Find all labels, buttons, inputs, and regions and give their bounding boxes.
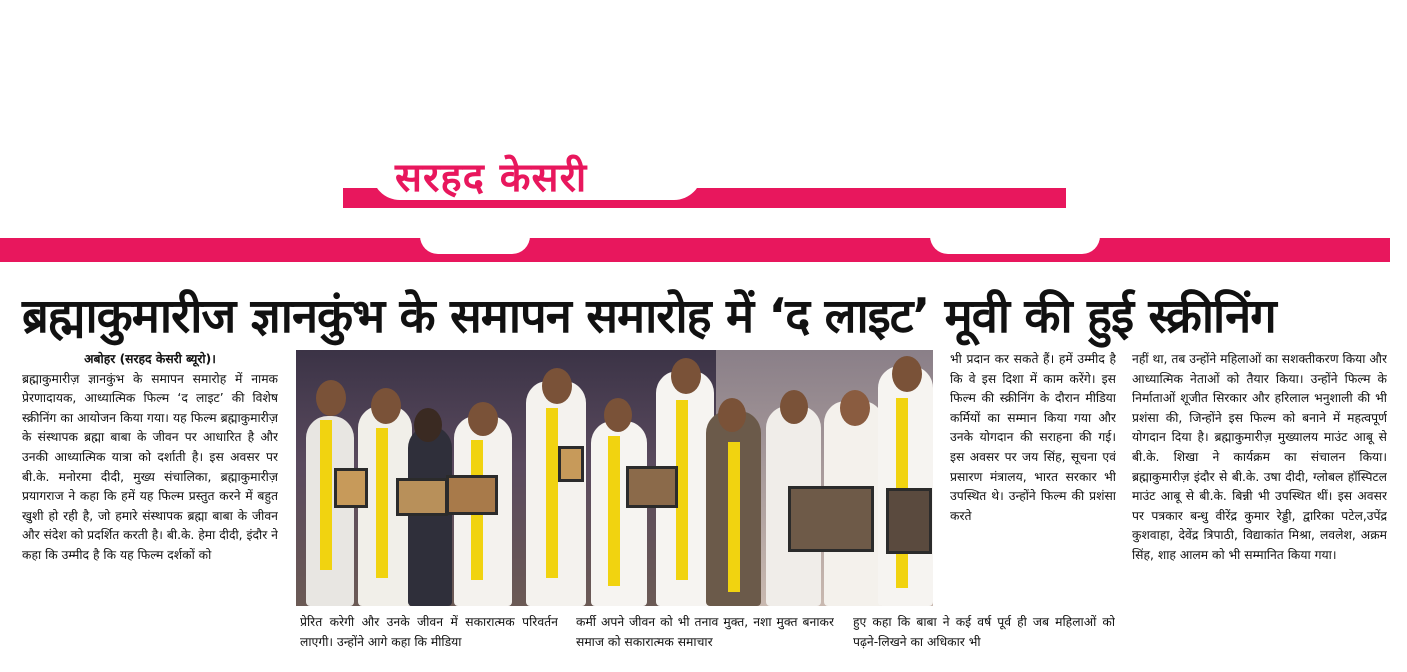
article-column-3: भी प्रदान कर सकते हैं। हमें उम्मीद है कि वे इस दिशा में काम करेंगे। इस फिल्म की स्क्रीनिंग के दौरान मीडिया कर्मियों का सम्मान किया गया और उनके योगदान की सराहना की गई। इस अवसर पर जय सिंह, सूचना एवं प्रसारण मंत्रालय, भारत सरकार भी उपस्थित थे। उन्होंने फिल्म की प्रशंसा करते (950, 352, 1116, 523)
photo-scarf (608, 436, 620, 586)
event-photo (296, 350, 933, 606)
below-column-3-text: हुए कहा कि बाबा ने कई वर्ष पूर्व ही जब महिलाओं को पढ़ने-लिखने का अधिकार भी (853, 615, 1115, 649)
article-headline: ब्रह्माकुमारीज ज्ञानकुंभ के समापन समारोह में ‘द लाइट’ मूवी की हुई स्क्रीनिंग (22, 289, 1276, 344)
photo-person-head (840, 390, 870, 426)
below-photo-text-b: कर्मी अपने जीवन को भी तनाव मुक्त, नशा मुक्त बनाकर समाज को सकारात्मक समाचार (576, 615, 834, 649)
photo-person-head (780, 390, 808, 424)
column-1-text: ब्रह्माकुमारीज़ ज्ञानकुंभ के समापन समारोह में नामक प्रेरणादायक, आध्यात्मिक फिल्म ‘द लाइट’ की विशेष स्क्रीनिंग का आयोजन किया गया। यह फिल्म ब्रह्माकुमारीज़ के संस्थापक ब्रह्मा बाबा के जीवन पर आधारित है और उनकी आध्यात्मिक यात्रा को दर्शाती है। इस अवसर पर बी.के. मनोरमा दीदी, मुख्य संचालिका, ब्रह्माकुमारीज़ प्रयागराज ने कहा कि हमें यह फिल्म प्रस्तुत करने में बहुत खुशी हो रही है, जो हमारे संस्थापक ब्रह्मा बाबा के जीवन और संदेश को प्रदर्शित करती है। बी.के. हेमा दीदी, इंदौर ने कहा कि उम्मीद है कि यह फिल्म दर्शकों को (22, 371, 278, 562)
photo-person-head (671, 358, 701, 394)
photo-person-head (468, 402, 498, 436)
photo-person-head (414, 408, 442, 442)
photo-person-head (604, 398, 632, 432)
photo-memento (788, 486, 874, 552)
below-photo-text-a: प्रेरित करेगी और उनके जीवन में सकारात्मक परिवर्तन लाएगी। उन्होंने आगे कहा कि मीडिया (300, 615, 558, 649)
photo-memento (334, 468, 368, 508)
header-band (0, 238, 1390, 262)
photo-scarf (320, 420, 332, 570)
photo-memento (446, 475, 498, 515)
photo-person-head (892, 356, 922, 392)
photo-memento (626, 466, 678, 508)
photo-person-head (542, 368, 572, 404)
article-column-4: नहीं था, तब उन्होंने महिलाओं का सशक्तीकरण किया और आध्यात्मिक नेताओं को तैयार किया। उन्होंने फिल्म के निर्माताओं शूजीत सिरकार और हरिलाल भनुशाली की भी प्रशंसा की, जिन्होंने इस फिल्म को बनाने में महत्वपूर्ण योगदान दिया है। ब्रह्माकुमारीज़ मुख्यालय माउंट आबू से बी.के. शिखा ने कार्यक्रम का संचालन किया। ब्रह्माकुमारीज़ इंदौर से बी.के. उषा दीदी, ग्लोबल हॉस्पिटल माउंट आबू से बी.के. बिन्नी भी उपस्थित थीं। इस अवसर पर पत्रकार बन्धु वीरेंद्र कुमार रेड्डी, द्वारिका पटेल,उपेंद्र कुशवाहा, देवेंद्र त्रिपाठी, विद्याकांत मिश्रा, लवलेश, अक्रम सिंह, शाह आलम को भी सम्मानित किया गया। (1132, 352, 1387, 562)
dateline: अबोहर (सरहद केसरी ब्यूरो)। (84, 352, 216, 366)
article-column-1 (22, 350, 278, 668)
photo-memento (558, 446, 584, 482)
photo-person-head (316, 380, 346, 416)
masthead-title: सरहद केसरी (395, 155, 588, 201)
photo-person (408, 426, 452, 606)
photo-scarf (376, 428, 388, 578)
band-notch-right (930, 236, 1100, 254)
photo-person-head (718, 398, 746, 432)
photo-person-head (371, 388, 401, 424)
photo-memento (396, 478, 448, 516)
photo-scarf (546, 408, 558, 578)
photo-memento (886, 488, 932, 554)
band-notch-left (420, 236, 530, 254)
photo-scarf (728, 442, 740, 592)
